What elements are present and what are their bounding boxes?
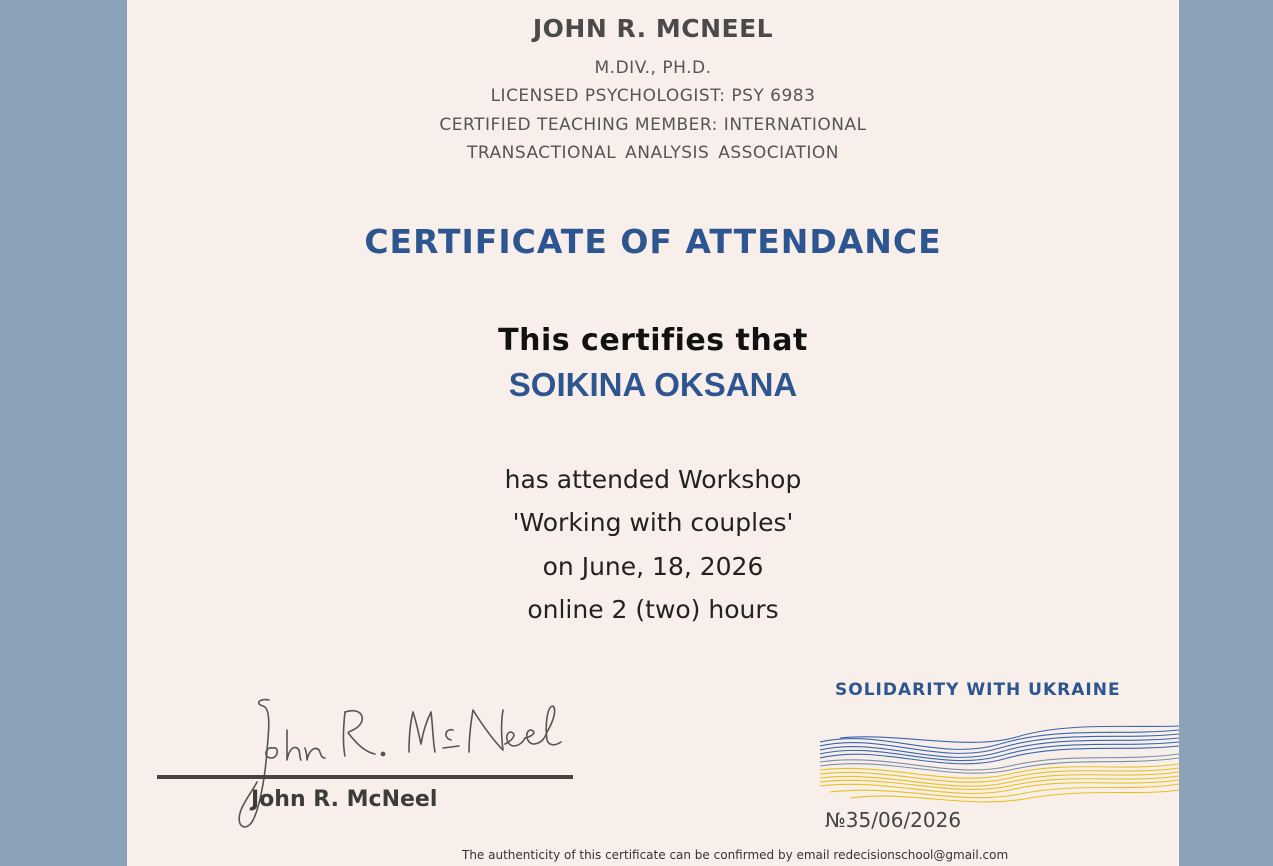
solidarity-label: SOLIDARITY WITH UKRAINE bbox=[835, 680, 1121, 700]
ukraine-flag-wave-image bbox=[820, 722, 1179, 810]
issuer-license: LICENSED PSYCHOLOGIST: PSY 6983 bbox=[490, 86, 816, 106]
authenticity-note: The authenticity of this certificate can be confirmed by email redecisionschool@gmail.com bbox=[462, 848, 1009, 862]
issuer-membership: CERTIFIED TEACHING MEMBER: INTERNATIONAL bbox=[439, 115, 867, 135]
signer-name: John R. McNeel bbox=[251, 787, 438, 812]
handwritten-signature bbox=[207, 690, 627, 840]
workshop-title: 'Working with couples' bbox=[512, 508, 794, 537]
certificate-number: №35/06/2026 bbox=[825, 808, 962, 832]
attendance-line: has attended Workshop bbox=[504, 465, 802, 494]
workshop-duration: online 2 (two) hours bbox=[527, 595, 779, 624]
issuer-name: JOHN R. MCNEEL bbox=[532, 14, 774, 43]
recipient-name: SOIKINA OKSANA bbox=[508, 366, 798, 403]
issuer-association: TRANSACTIONAL ANALYSIS ASSOCIATION bbox=[466, 143, 839, 163]
issuer-degree: M.DIV., PH.D. bbox=[594, 58, 712, 78]
workshop-date: on June, 18, 2026 bbox=[542, 552, 764, 581]
certificate-page bbox=[127, 0, 1179, 866]
certifies-text: This certifies that bbox=[498, 323, 808, 358]
signature-line bbox=[157, 775, 573, 779]
certificate-title: CERTIFICATE OF ATTENDANCE bbox=[364, 222, 942, 261]
